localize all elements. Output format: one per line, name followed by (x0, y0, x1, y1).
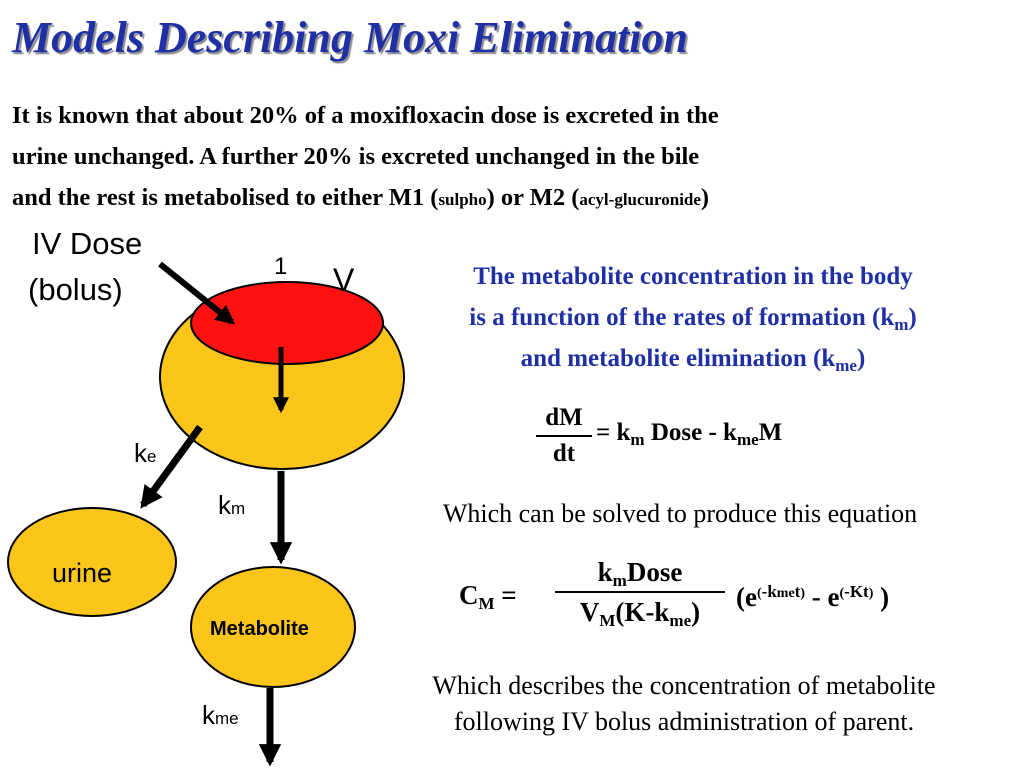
solved-text: Which can be solved to produce this equation (442, 499, 918, 528)
exp-close: ) (873, 582, 890, 612)
dt-denominator: dt (552, 440, 576, 467)
explanation-line-2-close: ) (908, 304, 917, 331)
num-km-sub: m (612, 571, 627, 590)
fraction-bar (536, 435, 592, 437)
intro-paragraph (12, 95, 1017, 220)
exp1-k: -k (761, 582, 777, 601)
exp1-open-paren: ( (756, 586, 762, 601)
exp2-kt: -Kt (844, 582, 869, 601)
kme-subscript: me (215, 709, 239, 728)
km-label (218, 492, 245, 518)
rhs-kme-sub: me (736, 430, 759, 449)
exp1-close-paren: ) (800, 586, 806, 601)
intro-line-3-start: and the rest is metabolised to either M1 ( (12, 184, 439, 211)
den-vm-sub: M (599, 611, 616, 630)
metabolite-label: Metabolite (210, 618, 309, 640)
cm-sub: M (478, 594, 495, 613)
compartment-number-label: 1 (274, 253, 288, 280)
exp-minus: - e (805, 582, 840, 612)
intro-line-1: It is known that about 20% of a moxifloxacin dose is excreted in the (12, 102, 719, 129)
solution-fraction-bar (555, 591, 725, 593)
dm-dt-fraction (536, 403, 592, 469)
bolus-label: (bolus) (28, 272, 123, 307)
ke-k: k (134, 438, 147, 468)
explanation-line-2-text: is a function of the rates of formation (k (469, 304, 895, 331)
exp1-t: t (794, 582, 801, 601)
intro-line-3-middle: ) or M2 ( (486, 184, 580, 211)
den-v: V (579, 597, 600, 627)
den-close: ) (691, 597, 701, 627)
explanation-line-3-text: and metabolite elimination (k (520, 345, 836, 372)
describes-line-1: Which describes the concentration of metabolite (432, 671, 936, 700)
describes-line-2: following IV bolus administration of parent. (453, 707, 915, 736)
den-k-minus: (K-k (615, 597, 670, 627)
rhs-dose-term: Dose - k (644, 419, 737, 446)
km-k: k (218, 490, 231, 520)
ke-label (134, 440, 156, 466)
exp2-close-paren: ) (868, 586, 874, 601)
exp-open: (e (736, 582, 757, 612)
solution-fraction (555, 555, 725, 629)
solution-denominator (555, 595, 725, 629)
kme-label (202, 702, 239, 728)
ke-subscript: e (147, 447, 157, 466)
ke-arrow (143, 427, 200, 505)
dm-numerator: dM (545, 404, 583, 431)
exp1-superscript (757, 582, 805, 601)
rhs-km-sub: m (630, 430, 645, 449)
km-subscript: m (231, 499, 246, 518)
explanation-line-2 (469, 304, 917, 334)
exponential-terms (736, 582, 889, 613)
explanation-line-3 (520, 345, 866, 375)
kme-sub: me (835, 356, 857, 375)
cm-equals: = (494, 580, 517, 610)
num-k: k (597, 557, 613, 587)
exp2-open-paren: ( (839, 586, 845, 601)
m1-name: sulpho (438, 190, 487, 209)
cm-lhs (459, 580, 517, 611)
intro-line-2: urine unchanged. A further 20% is excreted unchanged in the bile (12, 143, 700, 170)
den-kme-sub: me (669, 611, 692, 630)
solution-numerator (555, 555, 725, 589)
rhs-m: M (758, 419, 783, 446)
urine-label: urine (52, 558, 113, 588)
intro-line-3 (12, 184, 709, 211)
volume-label: V (333, 262, 355, 298)
m2-name: acyl-glucuronide (579, 190, 701, 209)
km-sub: m (894, 315, 909, 334)
exp2-superscript (840, 582, 874, 601)
kme-k: k (202, 700, 215, 730)
iv-dose-label: IV Dose (32, 226, 143, 261)
differential-equation-rhs (596, 419, 782, 447)
explanation-line-3-close: ) (856, 345, 866, 372)
num-dose: Dose (626, 557, 683, 587)
cm-c: C (459, 580, 479, 610)
explanation-line-1: The metabolite concentration in the body (473, 263, 913, 290)
intro-line-3-end: ) (700, 184, 710, 211)
slide-title: Models Describing Moxi Elimination (12, 13, 688, 62)
exp1-me: me (776, 586, 795, 601)
metabolite-explanation (386, 256, 1000, 379)
rhs-equals-k: = k (596, 419, 631, 446)
describes-text (324, 668, 1024, 740)
